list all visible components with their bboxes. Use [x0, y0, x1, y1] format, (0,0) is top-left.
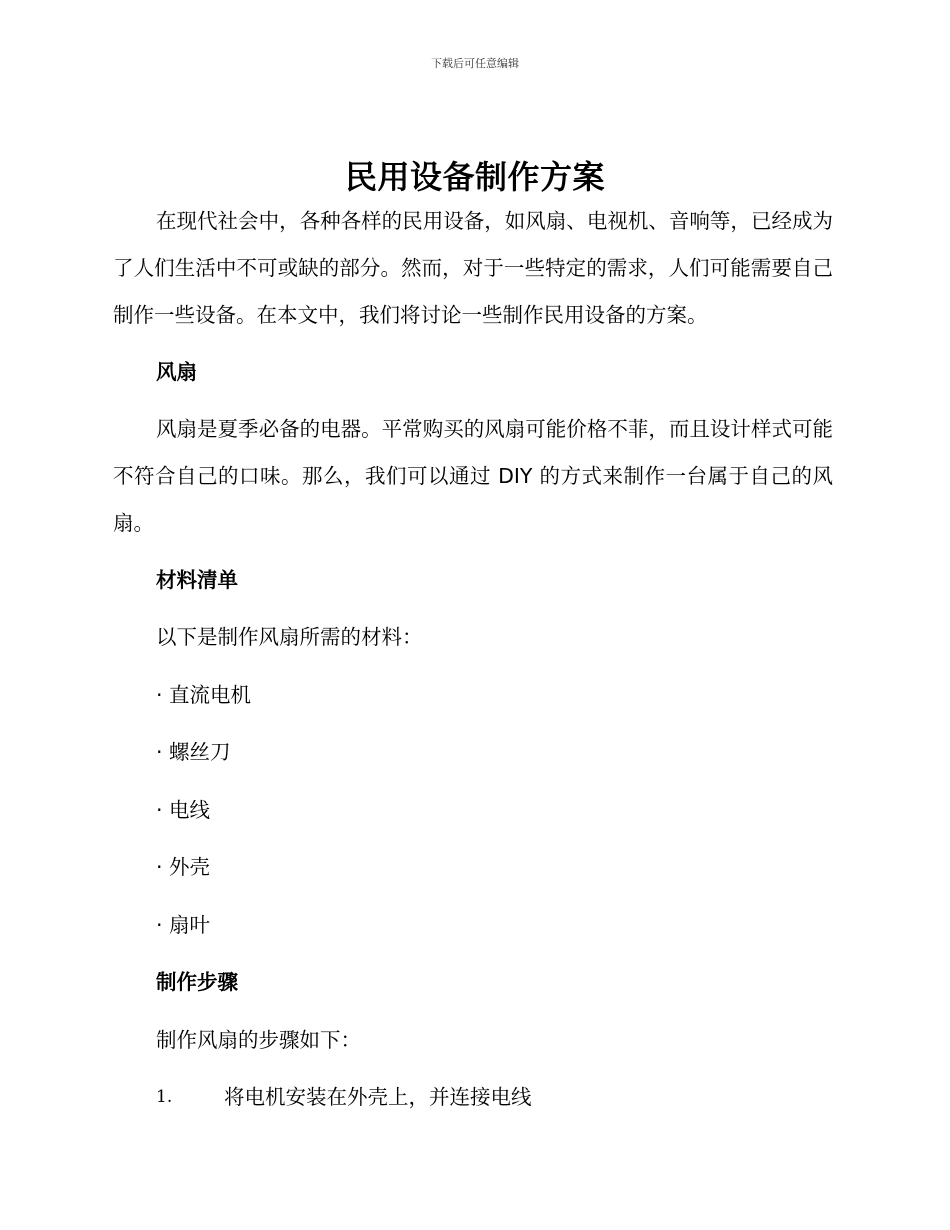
list-item: · 电线: [156, 797, 211, 822]
document-body: [113, 198, 833, 1121]
step-text: 将电机安装在外壳上，并连接电线: [224, 1085, 532, 1109]
steps-heading: 制作步骤: [156, 970, 238, 994]
fan-paragraph: 风扇是夏季必备的电器。平常购买的风扇可能价格不菲，而且设计样式可能不符合自己的口味。那么，我们可以通过 DIY 的方式来制作一台属于自己的风扇。: [113, 417, 833, 535]
list-item: · 外壳: [156, 855, 211, 879]
page-header-note: 下载后可任意编辑: [431, 57, 519, 70]
materials-intro: 以下是制作风扇所需的材料：: [156, 625, 423, 649]
steps-intro: 制作风扇的步骤如下：: [156, 1027, 361, 1052]
list-item: · 扇叶: [156, 912, 211, 937]
step-item: [113, 1074, 833, 1121]
intro-paragraph: 在现代社会中，各种各样的民用设备，如风扇、电视机、音响等，已经成为了人们生活中不可或缺的部分。然而，对于一些特定的需求，人们可能需要自己制作一些设备。在本文中，我们将讨论一些制作民用设备的方案。: [113, 209, 833, 327]
materials-heading: 材料清单: [156, 568, 238, 592]
step-number: 1.: [156, 1087, 173, 1107]
list-item: · 螺丝刀: [156, 740, 231, 764]
list-item: · 直流电机: [156, 682, 252, 707]
fan-section-heading: 风扇: [156, 360, 197, 384]
materials-list: [113, 672, 833, 960]
page-title: 民用设备制作方案: [344, 158, 605, 196]
